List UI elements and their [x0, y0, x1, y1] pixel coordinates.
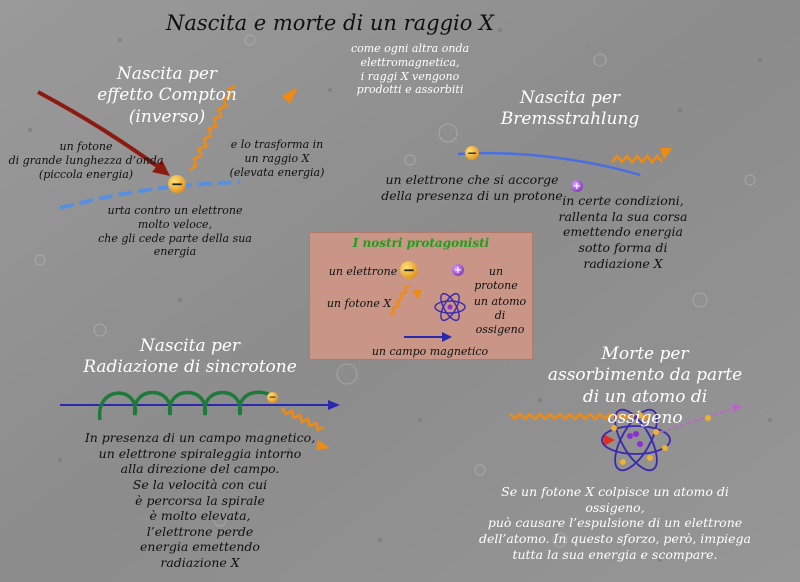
compton-heading: Nascita per effetto Compton (inverso): [97, 64, 237, 127]
brems-text-1: un elettrone che si accorge della presenza di un protone: [381, 172, 563, 203]
legend-atom-label: un atomo di ossigeno: [473, 295, 527, 336]
legend-photon-arrow: [388, 285, 430, 319]
synchro-electron: −: [268, 392, 277, 403]
death-heading: Morte per assorbimento da parte di un atomo di ossigeno: [547, 344, 743, 428]
legend-oxygen-atom-icon: [432, 289, 468, 325]
legend-electron-symbol: −: [400, 261, 418, 279]
legend-proton-symbol: +: [453, 264, 463, 276]
synchro-text: In presenza di un campo magnetico, un elettrone spiraleggia intorno alla direzione del campo. Se la velocità con cui è percorsa la spirale è molto elevata, l’elettrone perde energia emettendo radiazione X: [84, 430, 316, 570]
legend-field-arrow: [402, 331, 454, 343]
legend-photon-label: un fotone X: [326, 297, 392, 310]
brems-proton: +: [572, 180, 582, 192]
legend-field-label: un campo magnetico: [371, 345, 489, 358]
legend-proton-label: un protone: [474, 265, 518, 292]
compton-photon-text: un fotone di grande lunghezza d’onda (piccola energia): [8, 140, 164, 181]
compton-electron: −: [168, 175, 186, 193]
synchro-heading: Nascita per Radiazione di sincrotone: [83, 336, 297, 378]
brems-electron: −: [466, 146, 478, 160]
page-title: Nascita e morte di un raggio X: [165, 11, 494, 35]
compton-transform-text: e lo trasforma in un raggio X (elevata energia): [229, 138, 325, 179]
brems-heading: Nascita per Bremsstrahlung: [500, 88, 640, 130]
legend-electron-label: un elettrone: [328, 265, 398, 278]
legend-box: [309, 232, 533, 360]
legend-title: I nostri protagonisti: [352, 236, 490, 250]
intro-text: come ogni altra onda elettromagnetica, i raggi X vengono prodotti e assorbiti: [350, 42, 470, 97]
brems-text-2: in certe condizioni, rallenta la sua corsa emettendo energia sotto forma di radiazione X: [558, 193, 688, 271]
death-text: Se un fotone X colpisce un atomo di ossigeno, può causare l’espulsione di un elettrone dell’atomo. In questo sforzo, però, impiega tutta la sua energia e scompare.: [479, 484, 751, 562]
compton-collision-text: urta contro un elettrone molto veloce, che gli cede parte della sua energia: [98, 204, 252, 259]
